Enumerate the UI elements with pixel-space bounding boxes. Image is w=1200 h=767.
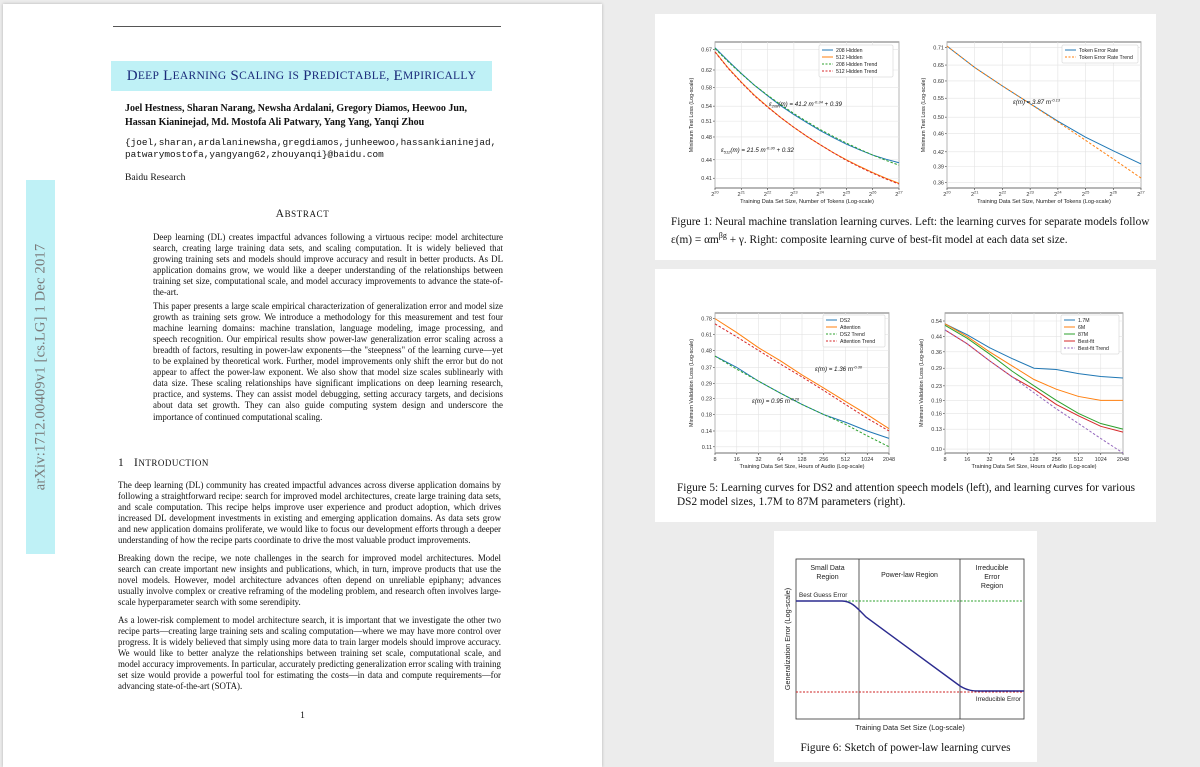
legend-label: 208 Hidden Trend bbox=[836, 62, 878, 68]
x-tick-label: $2^{25}$ bbox=[842, 189, 851, 198]
y-tick-label: 0.10 bbox=[931, 447, 942, 454]
plot-frame bbox=[947, 42, 1141, 188]
x-tick-label: 2048 bbox=[1116, 457, 1130, 463]
x-tick-label: 512 bbox=[1073, 457, 1084, 463]
x-tick-label: 1024 bbox=[861, 457, 874, 463]
legend-label: Attention bbox=[840, 325, 861, 331]
y-tick-label: 0.11 bbox=[701, 444, 712, 451]
email-line: patwarymostofa,yangyang62,zhouyanqi}@baidu.com bbox=[125, 148, 384, 160]
legend-label: Token Error Rate bbox=[1079, 48, 1119, 54]
y-tick-label: 0.54 bbox=[701, 104, 712, 111]
y-axis-label: Minimum Test Loss (Log-scale) bbox=[689, 77, 695, 153]
affiliation: Baidu Research bbox=[125, 172, 186, 183]
x-tick-label: 128 bbox=[1029, 457, 1039, 463]
x-tick-label: 8 bbox=[943, 457, 947, 463]
x-tick-label: $2^{21}$ bbox=[970, 189, 979, 198]
y-tick-label: 0.44 bbox=[701, 157, 712, 164]
y-tick-label: 0.19 bbox=[931, 398, 942, 405]
y-tick-label: 0.13 bbox=[931, 427, 942, 434]
equation-annotation: $\varepsilon_{208}(m) = 41.2$ $m^{-0.34} + 0.39$ bbox=[769, 99, 842, 109]
region-label: Error bbox=[984, 574, 1000, 581]
author-list bbox=[125, 102, 505, 129]
figure-6-panel bbox=[774, 531, 1037, 762]
x-tick-label: $2^{23}$ bbox=[790, 189, 798, 198]
x-tick-label: 16 bbox=[733, 457, 740, 463]
y-tick-label: 0.29 bbox=[931, 366, 942, 373]
region-label: Small Data bbox=[810, 565, 845, 572]
x-tick-label: 32 bbox=[755, 457, 762, 463]
x-tick-label: 64 bbox=[1008, 457, 1015, 463]
y-tick-label: 0.29 bbox=[701, 381, 712, 388]
learning-curve bbox=[796, 601, 1024, 691]
abstract-paragraph: This paper presents a large scale empirical characterization of generalization error and model size growth as training sets grow. We introduce a methodology for this measurement and test four machine learning domains: machine translation, language modeling, image processing, and speech recognition. Our empirical results show power-law generalization error scaling across a breadth of factors, resulting in power-law exponents—the "steepness" of the learning curve—yet to be explained by theoretical work. Further, model improvements only shift the error but do not appear to affect the power-law exponent. We also show that model size scales sublinearly with data size. These scaling relationships have significant implications on deep learning research, practice, and systems. They can assist model debugging, setting accuracy targets, and decisions about data set growth. They can also guide computing system design and underscore the importance of continued computational scaling. bbox=[153, 300, 503, 422]
legend-label: 512 Hidden Trend bbox=[836, 69, 878, 75]
x-axis-label: Training Data Set Size (Log-scale) bbox=[855, 723, 965, 732]
intro-body bbox=[118, 480, 501, 699]
y-tick-label: 0.65 bbox=[933, 63, 944, 70]
legend-label: DS2 bbox=[840, 318, 851, 324]
chart-power-law-sketch bbox=[774, 531, 1037, 736]
best-guess-label: Best Guess Error bbox=[799, 592, 848, 599]
x-tick-label: $2^{22}$ bbox=[763, 189, 772, 198]
legend-label: 1.7M bbox=[1078, 318, 1090, 324]
figure-6-caption: Figure 6: Sketch of power-law learning curves bbox=[800, 742, 1011, 754]
x-tick-label: $2^{21}$ bbox=[737, 189, 746, 198]
y-tick-label: 0.23 bbox=[701, 396, 712, 403]
y-tick-label: 0.61 bbox=[701, 332, 712, 339]
y-axis-label: Minimum Validation Loss (Log-scale) bbox=[689, 339, 695, 427]
equation-annotation: ε(m) = 0.95 $m^{-0.26}$ bbox=[752, 396, 800, 405]
x-tick-label: $2^{24}$ bbox=[816, 189, 824, 198]
x-tick-label: 128 bbox=[797, 457, 807, 463]
author-line: Hassan Kianinejad, Md. Mostofa Ali Patwary, Yang Yang, Yanqi Zhou bbox=[125, 116, 425, 128]
x-tick-label: $2^{27}$ bbox=[895, 189, 903, 198]
x-axis-label: Training Data Set Size, Number of Tokens (Log-scale) bbox=[977, 199, 1111, 205]
legend-label: DS2 Trend bbox=[840, 332, 865, 338]
legend-label: Best-fit Trend bbox=[1078, 346, 1109, 352]
figure-1-panel bbox=[655, 14, 1156, 260]
y-tick-label: 0.48 bbox=[701, 134, 712, 141]
figure-1-caption: Figure 1: Neural machine translation learning curves. Left: the learning curves for separate models follow $\varepsilon(m) = \alpha m^{\beta g} + \gamma$. Right: composite learning curve of best-fit model at each data set size. bbox=[671, 216, 1150, 246]
y-tick-label: 0.55 bbox=[933, 96, 944, 103]
x-tick-label: $2^{22}$ bbox=[998, 189, 1007, 198]
y-axis-label: Minimum Test Loss (Log-scale) bbox=[921, 77, 927, 153]
y-axis-label: Generalization Error (Log-scale) bbox=[783, 587, 792, 691]
x-tick-label: 1024 bbox=[1094, 457, 1107, 463]
legend-label: Token Error Rate Trend bbox=[1079, 55, 1133, 61]
y-tick-label: 0.44 bbox=[931, 334, 942, 341]
y-tick-label: 0.51 bbox=[701, 119, 712, 126]
y-tick-label: 0.46 bbox=[933, 131, 944, 138]
y-tick-label: 0.36 bbox=[931, 349, 942, 356]
figure-5-caption: Figure 5: Learning curves for DS2 and attention speech models (left), and learning curves for various DS2 model sizes, 1.7M to 87M parameters (right). bbox=[677, 482, 1136, 508]
legend-label: 512 Hidden bbox=[836, 55, 863, 61]
region-label: Power-law Region bbox=[881, 572, 938, 579]
y-tick-label: 0.71 bbox=[933, 45, 944, 52]
x-tick-label: 32 bbox=[986, 457, 993, 463]
arxiv-stamp bbox=[26, 180, 55, 554]
y-tick-label: 0.14 bbox=[701, 428, 712, 435]
region-label: Region bbox=[816, 574, 839, 581]
y-tick-label: 0.60 bbox=[933, 78, 944, 85]
x-axis-label: Training Data Set Size, Number of Tokens (Log-scale) bbox=[740, 199, 874, 205]
y-tick-label: 0.78 bbox=[701, 316, 712, 323]
x-axis-label: Training Data Set Size, Hours of Audio (Log-scale) bbox=[971, 464, 1097, 470]
y-axis-label: Minimum Validation Loss (Log-scale) bbox=[919, 339, 925, 427]
y-tick-label: 0.58 bbox=[701, 85, 712, 92]
equation-annotation: $\varepsilon_{512}(m) = 21.5$ $m^{-0.30} + 0.32$ bbox=[721, 145, 794, 155]
equation-annotation: ε(m) = 1.36 $m^{-0.30}$ bbox=[815, 364, 863, 373]
intro-paragraph: Breaking down the recipe, we note challenges in the search for improved model architectures. Model search can create important new insights and publications, which, in turn, improve products that use the novel models. However, model architecture advances often depend on unreliable epiphany; advances usually involve complex or creative reframing of the modeling problem, and research often involves large-scale hyperparameter search with some serendipity. bbox=[118, 553, 501, 607]
y-tick-label: 0.50 bbox=[933, 115, 944, 122]
x-tick-label: $2^{23}$ bbox=[1026, 189, 1034, 198]
y-tick-label: 0.18 bbox=[701, 412, 712, 419]
x-tick-label: $2^{26}$ bbox=[1109, 189, 1118, 198]
y-tick-label: 0.62 bbox=[701, 67, 712, 74]
chart-nmt-composite bbox=[909, 28, 1155, 208]
author-line: Joel Hestness, Sharan Narang, Newsha Ardalani, Gregory Diamos, Heewoo Jun, bbox=[125, 103, 468, 114]
equation-annotation: ε(m) = 3.87 $m^{-0.13}$ bbox=[1013, 97, 1061, 106]
abstract-paragraph: Deep learning (DL) creates impactful advances following a virtuous recipe: model architecture search, creating large training data sets, and scaling computation. It is widely believed that growing training sets and models should improve accuracy and result in better products. As DL application domains grow, we would like a deeper understanding of the relationships between training set size, computational scale, and model accuracy improvements to advance the state-of-the-art. bbox=[153, 232, 503, 298]
legend-label: Attention Trend bbox=[840, 339, 876, 345]
x-tick-label: $2^{24}$ bbox=[1054, 189, 1062, 198]
intro-paragraph: The deep learning (DL) community has created impactful advances across diverse application domains by following a straightforward recipe: search for improved model architectures, create large training data sets, and scale computation. This recipe helps improve user experience and product adoption, which drives increased DL development investments in existing and emerging application domains. As data sets grow and new application domains proliferate, we would like to focus our development efforts through a deeper understanding of how the recipe parts coordinate to drive the most valuable product improvements. bbox=[118, 480, 501, 545]
x-tick-label: 512 bbox=[840, 457, 851, 463]
y-tick-label: 0.36 bbox=[933, 180, 944, 187]
chart-speech-models bbox=[659, 293, 909, 470]
y-tick-label: 0.48 bbox=[701, 348, 712, 355]
legend-label: Best-fit bbox=[1078, 339, 1095, 345]
legend-label: 87M bbox=[1078, 332, 1089, 338]
x-tick-label: 16 bbox=[964, 457, 971, 463]
legend-label: 6M bbox=[1078, 325, 1086, 331]
y-tick-label: 0.41 bbox=[701, 176, 712, 183]
figure-5-panel bbox=[655, 269, 1156, 522]
intro-heading: 1 INTRODUCTION bbox=[118, 457, 209, 469]
y-tick-label: 0.16 bbox=[931, 411, 942, 418]
irreducible-label: Irreducible Error bbox=[975, 696, 1021, 703]
y-tick-label: 0.54 bbox=[931, 319, 942, 326]
page-number: 1 bbox=[300, 711, 305, 721]
abstract-body bbox=[153, 232, 503, 425]
abstract-heading: ABSTRACT bbox=[275, 208, 330, 220]
region-label: Irreducible bbox=[975, 565, 1009, 572]
y-tick-label: 0.67 bbox=[701, 47, 712, 54]
x-tick-label: 64 bbox=[777, 457, 784, 463]
region-label: Region bbox=[980, 583, 1004, 590]
x-tick-label: 8 bbox=[713, 457, 717, 463]
legend-label: 208 Hidden bbox=[836, 48, 863, 54]
y-tick-label: 0.42 bbox=[933, 149, 944, 156]
y-tick-label: 0.39 bbox=[933, 164, 944, 171]
paper-title: D E E P L E A R N I N G S C A L I N G I S P R E D I C T A B L E , E M P I R I C A L L Y bbox=[111, 61, 492, 91]
chart-ds2-sizes bbox=[909, 293, 1155, 470]
x-tick-label: $2^{20}$ bbox=[711, 189, 719, 198]
top-rule bbox=[113, 26, 501, 27]
y-tick-label: 0.37 bbox=[701, 365, 712, 372]
x-tick-label: $2^{20}$ bbox=[943, 189, 951, 198]
chart-nmt-separate bbox=[659, 28, 909, 208]
x-axis-label: Training Data Set Size, Hours of Audio (Log-scale) bbox=[739, 464, 865, 470]
x-tick-label: 256 bbox=[1051, 457, 1061, 463]
x-tick-label: 256 bbox=[819, 457, 829, 463]
email-line: {joel,sharan,ardalaninewsha,gregdiamos,junheewoo,hassankianinejad, bbox=[125, 137, 497, 148]
arxiv-stamp-text: arXiv:1712.00409v1 [cs.LG] 1 Dec 2017 bbox=[32, 243, 48, 491]
email-list bbox=[125, 137, 515, 160]
intro-paragraph: As a lower-risk complement to model architecture search, it is important that we investigate the other two recipe parts—creating large training sets and scaling computation—where we may have more control over progress. It is widely believed that simply using more data to train larger models should improve accuracy. We would like to better analyze the relationships between training set scale, computational scale, and model accuracy improvements. In particular, accurately predicting generalization error scaling with training set size would provide a powerful tool for estimating the costs—in data and compute requirements—for advancing state-of-the-art (SOTA). bbox=[118, 615, 501, 691]
x-tick-label: $2^{25}$ bbox=[1081, 189, 1090, 198]
y-tick-label: 0.23 bbox=[931, 383, 942, 390]
x-tick-label: $2^{27}$ bbox=[1137, 189, 1145, 198]
paper-page bbox=[3, 4, 602, 767]
x-tick-label: $2^{26}$ bbox=[868, 189, 877, 198]
x-tick-label: 2048 bbox=[882, 457, 896, 463]
